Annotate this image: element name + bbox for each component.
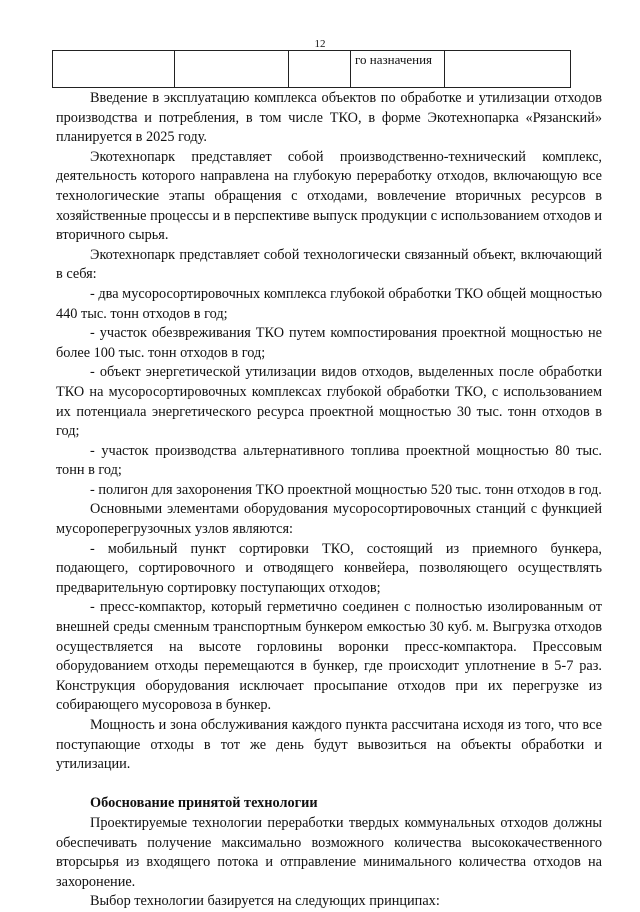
paragraph: Введение в эксплуатацию комплекса объектов по обработке и утилизации отходов производства и потребления, в том числе ТКО, в форме Экотехнопарка «Рязанский» планируется в 2025 году.: [56, 90, 602, 146]
list-item: - два мусоросортировочных комплекса глубокой обработки ТКО общей мощностью 440 тыс. тонн отходов в год;: [56, 285, 602, 322]
table-cell: [445, 51, 571, 88]
paragraph: Мощность и зона обслуживания каждого пункта рассчитана исходя из того, что все поступающие отходы в тот же день будут вывозиться на объекты обработки и утилизации.: [56, 717, 602, 773]
paragraph: Основными элементами оборудования мусоросортировочных станций с функцией мусороперегрузочных узлов являются:: [56, 501, 602, 538]
table-cell: [53, 51, 175, 88]
list-item: - объект энергетической утилизации видов отходов, выделенных после обработки ТКО на мусоросортировочных комплексах глубокой обработки ТКО, с использованием их потенциала энергетического ресурса проектной мощностью 30 тыс. тонн отходов в год;: [56, 364, 602, 440]
paragraph: Выбор технологии базируется на следующих принципах:: [90, 893, 440, 910]
list-item: - мобильный пункт сортировки ТКО, состоящий из приемного бункера, подающего, сортировочного и отводящего конвейера, позволяющего осуществлять предварительную сортировку поступающих отходов;: [56, 540, 602, 596]
list-item: - полигон для захоронения ТКО проектной мощностью 520 тыс. тонн отходов в год.: [90, 481, 602, 498]
page-number: 12: [314, 38, 326, 50]
paragraph: Экотехнопарк представляет собой производственно-технический комплекс, деятельность которого направлена на глубокую переработку отходов, включающую все технологические этапы обращения с отходами, вовлечение вторичных ресурсов в хозяйственные процессы и в перспективе выпуск продукции с использованием отходов и вторичного сырья.: [56, 148, 602, 244]
table-cell: [289, 51, 351, 88]
table-fragment: [52, 50, 571, 88]
table-cell: [175, 51, 289, 88]
section-heading: Обоснование принятой технологии: [90, 795, 318, 812]
list-item: - участок обезвреживания ТКО путем компостирования проектной мощностью не более 100 тыс. тонн отходов в год;: [56, 325, 602, 361]
table-cell: го назначения: [351, 51, 445, 88]
paragraph: Проектируемые технологии переработки твердых коммунальных отходов должны обеспечивать получение максимально возможного количества высококачественного вторсырья из входящего потока и отправление минимального количества отходов на захоронение.: [56, 814, 602, 890]
blank-line: [56, 775, 602, 795]
table-row: [53, 51, 571, 88]
list-item: - пресс-компактор, который герметично соединен с полностью изолированным от внешней среды сменным транспортным бункером емкостью 30 куб. м. Выгрузка отходов осуществляется на высоте горловины воронки пресс-компактора. Прессовым оборудованием отходы перемещаются в бункер, где происходит уплотнение в 5-7 раз. Конструкция оборудования исключает просыпание отходов при их перегрузке из собирающего мусоровоза в бункер.: [56, 599, 602, 714]
paragraph: Экотехнопарк представляет собой технологически связанный объект, включающий в себя:: [56, 246, 602, 283]
list-item: - участок производства альтернативного топлива проектной мощностью 80 тыс. тонн в год;: [56, 442, 602, 479]
body-text: [56, 89, 602, 912]
